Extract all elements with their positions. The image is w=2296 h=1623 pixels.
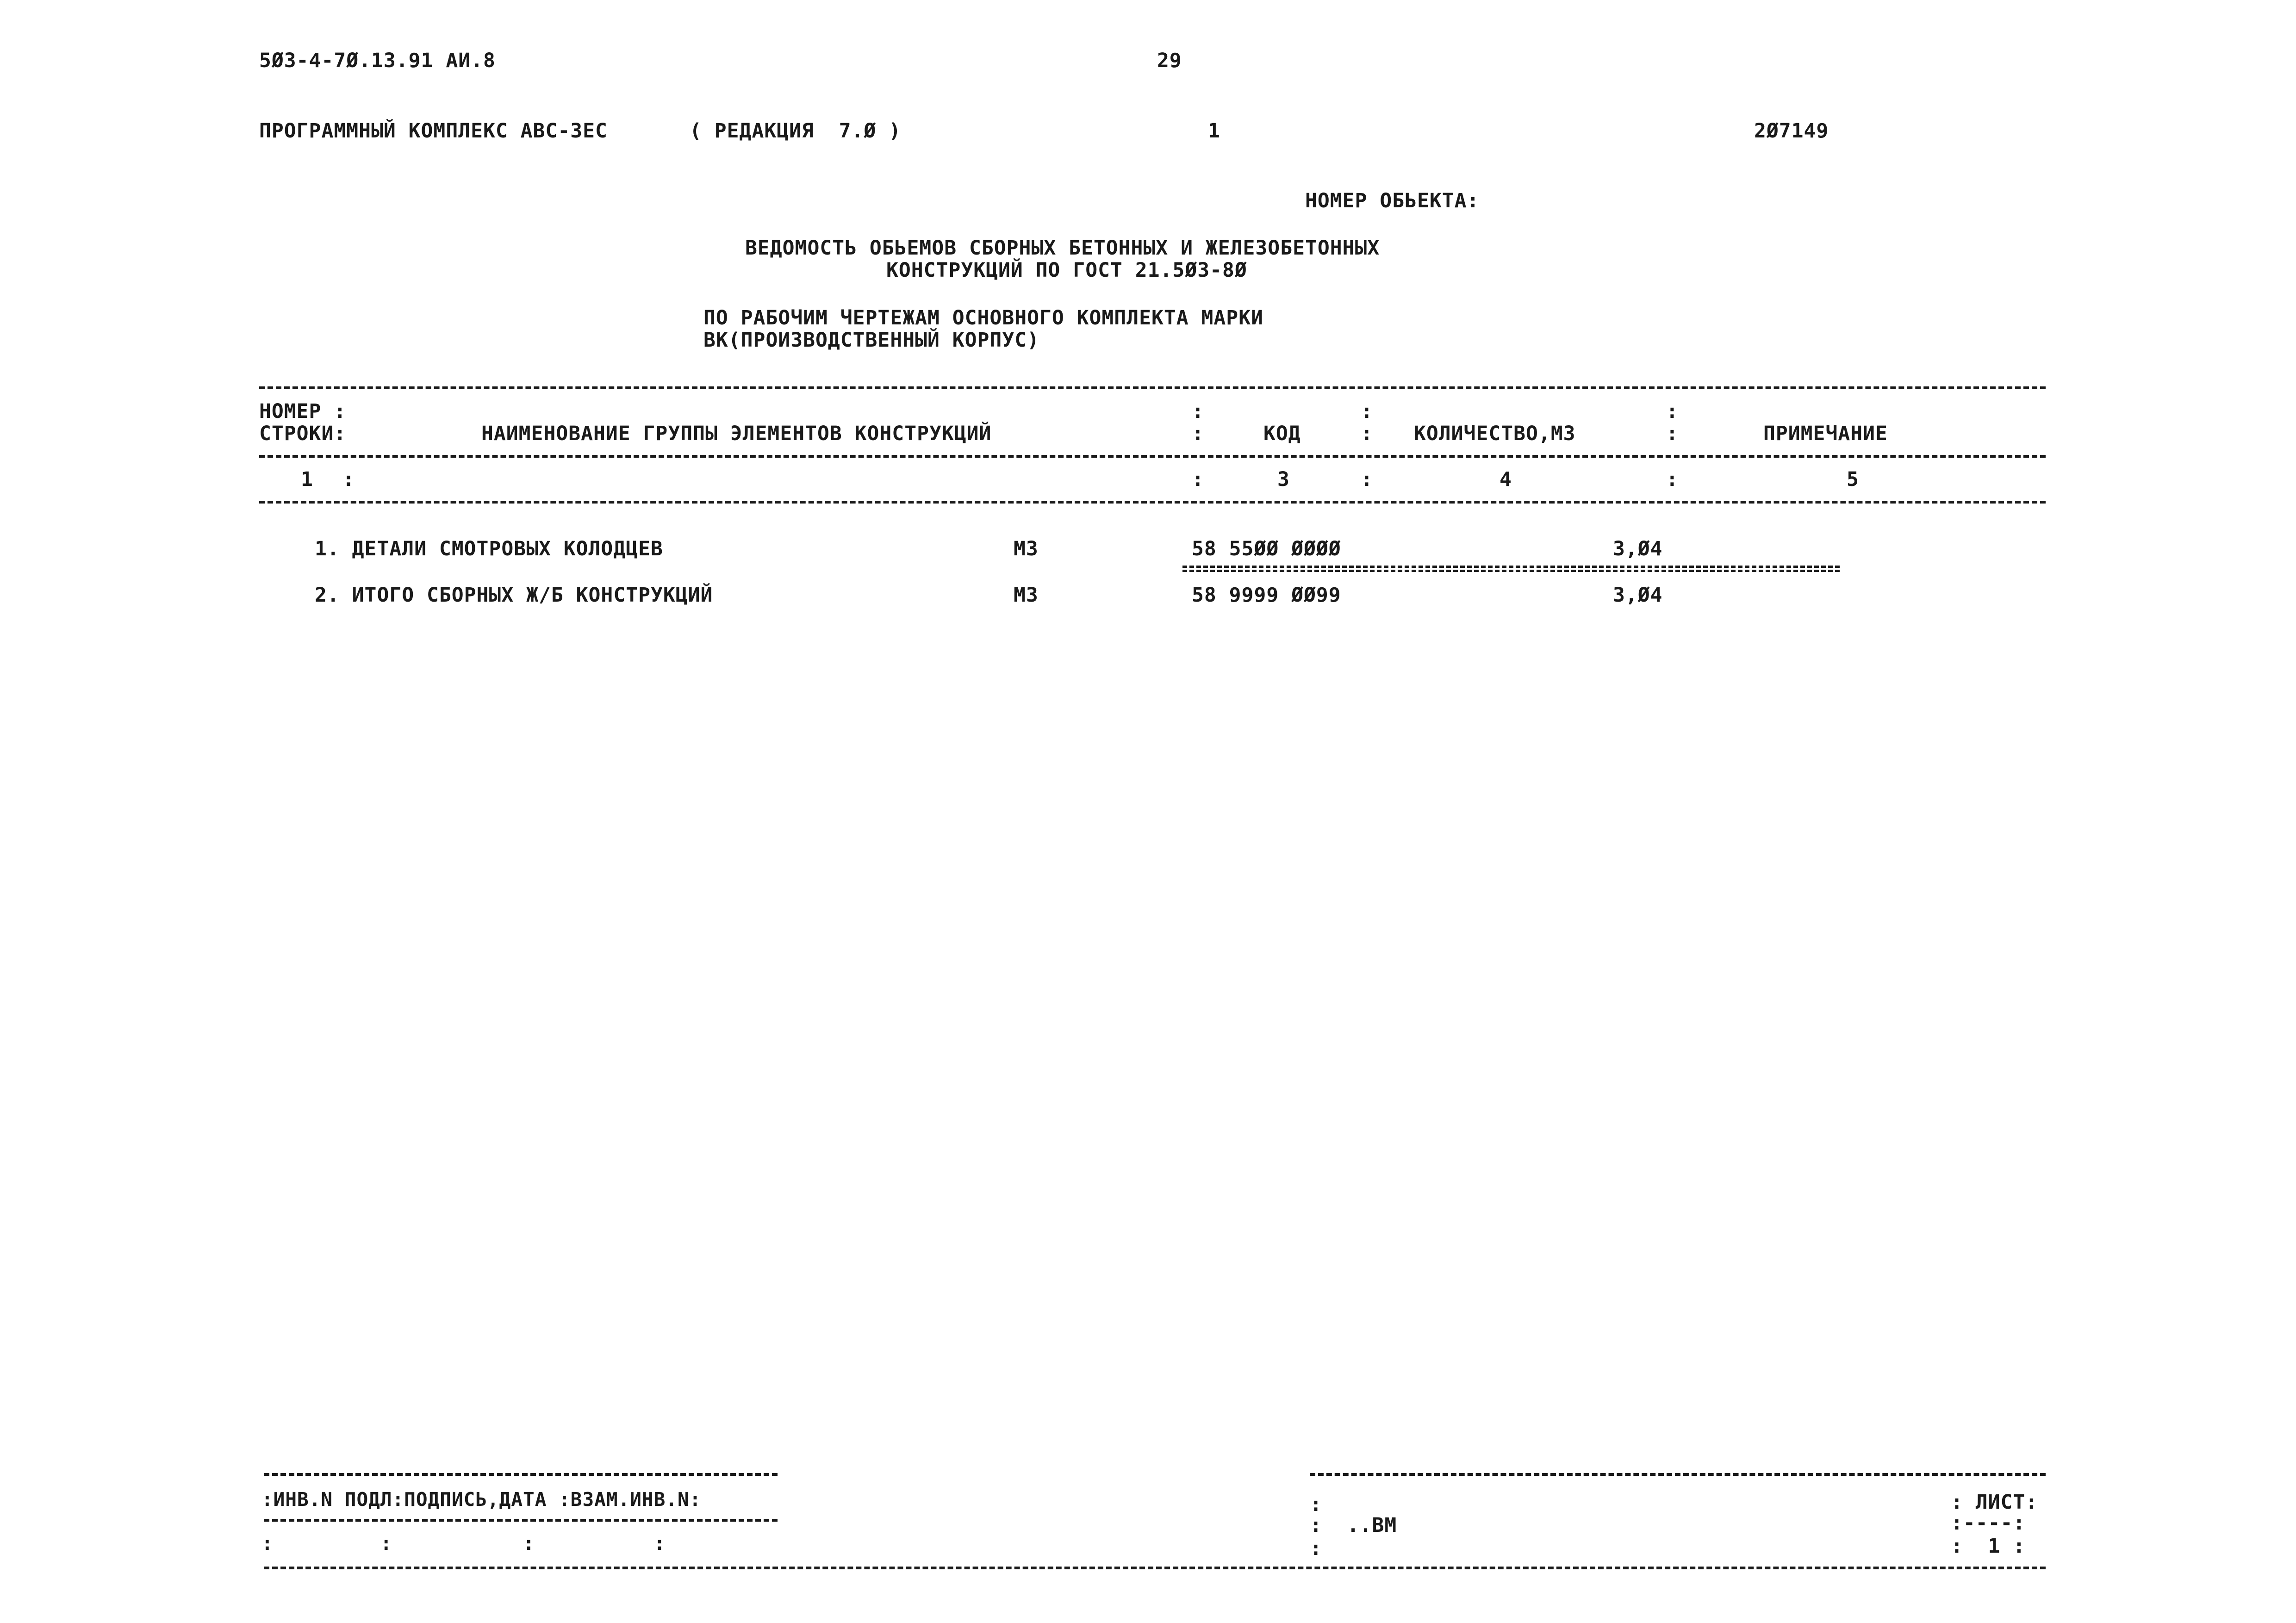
title-line-1: ВЕДОМОСТЬ ОБЬЕМОВ СБОРНЫХ БЕТОННЫХ И ЖЕЛЕЗОБЕТОННЫХ (745, 236, 1380, 260)
sheet-divider: :----: (1951, 1511, 2026, 1535)
col-number-4: 4 (1500, 468, 1512, 491)
program-revision: ( РЕДАКЦИЯ 7.Ø ) (690, 119, 902, 143)
frame-separator: : (1310, 1493, 1322, 1516)
document-code: 5Ø3-4-7Ø.13.91 АИ.8 (259, 49, 496, 72)
row-unit: М3 (1014, 584, 1039, 607)
stamp-top-rule (264, 1473, 778, 1476)
col-separator: : (1361, 422, 1373, 445)
row-qty: 3,Ø4 (1613, 584, 1663, 607)
frame-top-rule (1310, 1473, 2046, 1476)
frame-mark: : ..ВМ (1310, 1514, 1397, 1537)
row-unit: М3 (1014, 537, 1039, 560)
col-separator: : (1361, 400, 1373, 423)
header-rule (259, 455, 2046, 458)
col-number-3: 3 (1277, 468, 1290, 491)
footer-bottom-rule (264, 1567, 2046, 1569)
col-code-header: КОД (1263, 422, 1301, 445)
col-separator: : (1666, 400, 1679, 423)
title-line-4: ВК(ПРОИЗВОДСТВЕННЫЙ КОРПУС) (703, 329, 1039, 352)
col-number-1: 1 (301, 468, 313, 491)
col-separator: : (1666, 422, 1679, 445)
col-separator: : (1192, 400, 1204, 423)
col-qty-header: КОЛИЧЕСТВО,М3 (1414, 422, 1576, 445)
row-name: 1. ДЕТАЛИ СМОТРОВЫХ КОЛОДЦЕВ (315, 537, 663, 560)
col-separator: : (342, 468, 355, 491)
col-name-header: НАИМЕНОВАНИЕ ГРУППЫ ЭЛЕМЕНТОВ КОНСТРУКЦИЙ (481, 422, 992, 445)
table-body-rule (259, 501, 2046, 504)
stamp-headers: :ИНВ.N ПОДЛ:ПОДПИСЬ,ДАТА :ВЗАМ.ИНВ.N: (261, 1488, 702, 1511)
total-double-rule (1182, 566, 1840, 572)
row-name: 2. ИТОГО СБОРНЫХ Ж/Б КОНСТРУКЦИЙ (315, 584, 713, 607)
document-number: 2Ø7149 (1754, 119, 1829, 143)
sheet-label: : ЛИСТ: (1951, 1491, 2038, 1514)
col-separator: : (1192, 422, 1204, 445)
row-qty: 3,Ø4 (1613, 537, 1663, 560)
stamp-cells: : : : : (261, 1532, 666, 1555)
col-row-header-1: НОМЕР : (259, 400, 347, 423)
col-separator: : (1361, 468, 1373, 491)
col-separator: : (1666, 468, 1679, 491)
sheet-counter: 1 (1208, 119, 1220, 143)
col-note-header: ПРИМЕЧАНИЕ (1763, 422, 1888, 445)
col-row-header-2: СТРОКИ: (259, 422, 347, 445)
col-separator: : (1192, 468, 1204, 491)
frame-separator: : (1310, 1537, 1322, 1560)
row-code: 58 55ØØ ØØØØ (1192, 537, 1341, 560)
program-name: ПРОГРАММНЫЙ КОМПЛЕКС АВС-3ЕС (259, 119, 608, 143)
title-line-2: КОНСТРУКЦИЙ ПО ГОСТ 21.5Ø3-8Ø (886, 259, 1247, 282)
col-number-5: 5 (1847, 468, 1859, 491)
title-line-3: ПО РАБОЧИМ ЧЕРТЕЖАМ ОСНОВНОГО КОМПЛЕКТА МАРКИ (703, 306, 1263, 330)
page-number: 29 (1157, 49, 1182, 72)
object-number-label: НОМЕР ОБЬЕКТА: (1305, 189, 1480, 212)
row-code: 58 9999 ØØ99 (1192, 584, 1341, 607)
table-top-rule (259, 386, 2046, 389)
stamp-middle-rule (264, 1519, 778, 1522)
sheet-value: : 1 : (1951, 1535, 2026, 1558)
